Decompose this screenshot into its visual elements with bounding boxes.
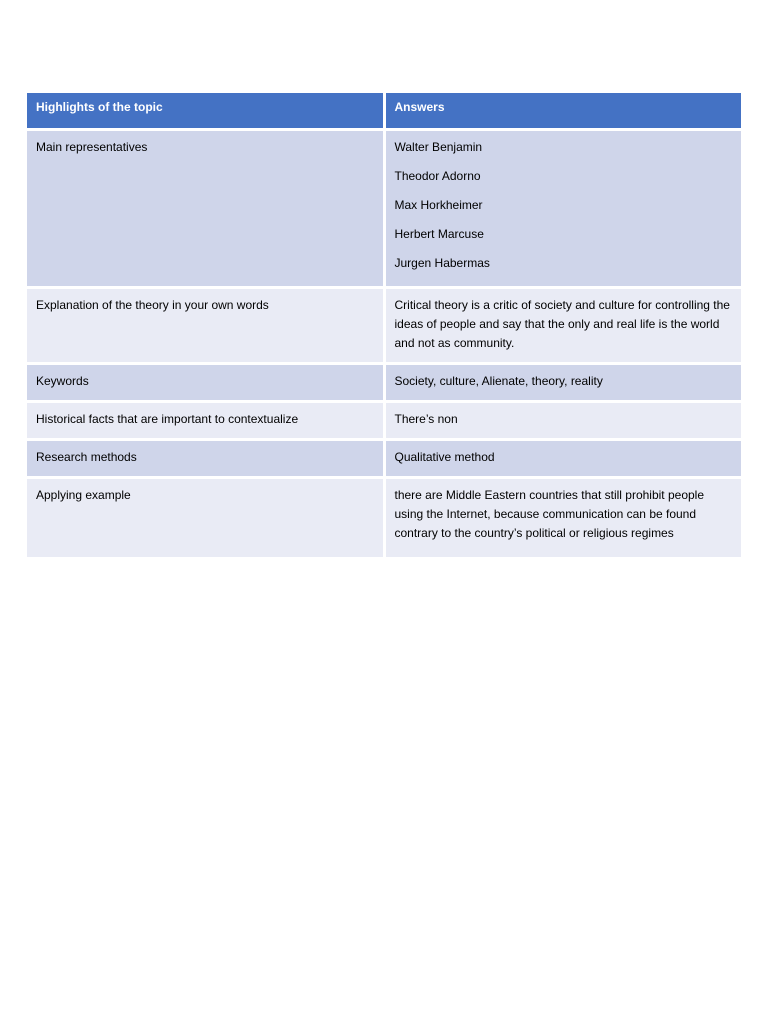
- row-answer-explanation: Critical theory is a critic of society and culture for controlling the ideas of people and say that the only and real life is the world and not as community.: [384, 288, 741, 364]
- table-row: [27, 130, 741, 288]
- row-label-explanation: Explanation of the theory in your own words: [27, 288, 384, 364]
- row-answer-main-representatives: [384, 130, 741, 288]
- table-row: [27, 402, 741, 440]
- list-item: Walter Benjamin: [394, 140, 483, 154]
- table-row: [27, 364, 741, 402]
- table-header-row: [27, 93, 741, 130]
- list-item: Jurgen Habermas: [394, 256, 490, 270]
- row-label-historical-facts: Historical facts that are important to contextualize: [27, 402, 384, 440]
- topic-summary-table: [27, 93, 741, 557]
- row-answer-keywords: Society, culture, Alienate, theory, reality: [384, 364, 741, 402]
- row-answer-applying-example: there are Middle Eastern countries that still prohibit people using the Internet, because communication can be found contrary to the country’s political or religious regimes: [384, 478, 741, 558]
- list-item: Theodor Adorno: [394, 169, 481, 183]
- table-row: [27, 440, 741, 478]
- row-label-applying-example: Applying example: [27, 478, 384, 558]
- table-row: [27, 288, 741, 364]
- header-highlights: Highlights of the topic: [27, 93, 384, 130]
- list-item: Max Horkheimer: [394, 198, 483, 212]
- row-answer-research-methods: Qualitative method: [384, 440, 741, 478]
- row-label-research-methods: Research methods: [27, 440, 384, 478]
- list-item: Herbert Marcuse: [394, 227, 484, 241]
- table-row: [27, 478, 741, 558]
- row-label-keywords: Keywords: [27, 364, 384, 402]
- row-label-main-representatives: Main representatives: [27, 130, 384, 288]
- header-answers: Answers: [384, 93, 741, 130]
- row-answer-historical-facts: There’s non: [384, 402, 741, 440]
- representatives-list: [395, 138, 733, 273]
